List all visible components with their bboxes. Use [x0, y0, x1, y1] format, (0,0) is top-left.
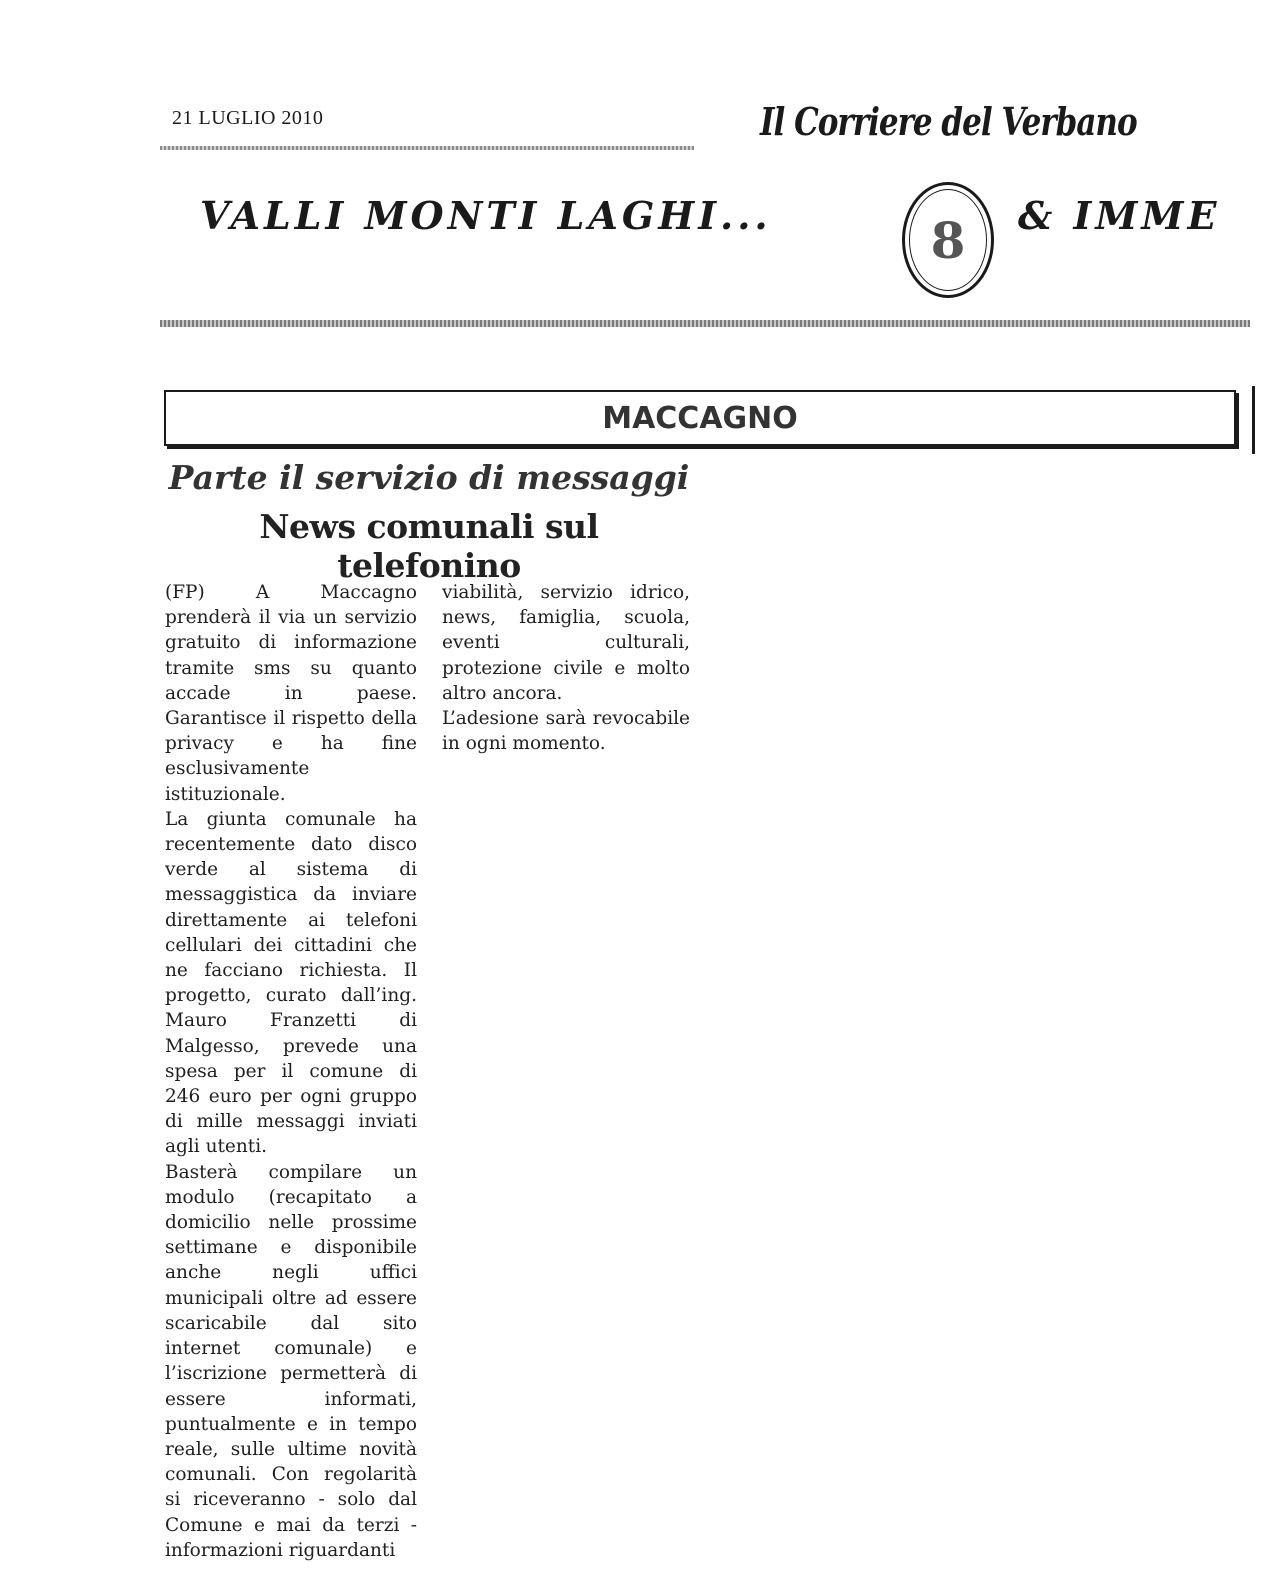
newspaper-masthead: Il Corriere del Verbano — [760, 100, 1137, 145]
paragraph: Basterà compilare un modulo (recapitato a domicilio nelle prossime settimane e disponibile anche negli uffici municipali oltre ad essere scaricabile dal sito internet comunale) e l’iscrizione permetterà di essere informati, puntualmente e in tempo reale, sulle ultime novità comunali. Con regolarità si riceveranno - solo dal Comune e mai da terzi - informazioni riguardanti — [165, 1161, 417, 1561]
page-number-badge — [902, 182, 994, 298]
section-title-left: VALLI MONTI LAGHI... — [200, 193, 772, 238]
paragraph: La giunta comunale ha recentemente dato disco verde al sistema di messaggistica da inviare direttamente ai telefoni cellulari dei cittadini che ne facciano richiesta. Il progetto, curato dall’ing. Mauro Franzetti di Malgesso, prevede una spesa per il comune di 246 euro per ogni gruppo di mille messaggi inviati agli utenti. — [165, 808, 417, 1158]
article-column-1 — [165, 580, 417, 1563]
section-rule — [160, 320, 1250, 327]
article-column-2 — [442, 580, 690, 756]
section-title-right: & IMME — [1018, 193, 1221, 238]
article-kicker: Parte il servizio di messaggi — [168, 458, 690, 497]
page-number: 8 — [930, 210, 966, 270]
paragraph: (FP) A Maccagno prenderà il via un servizio gratuito di informazione tramite sms su quanto accade in paese. Garantisce il rispetto della privacy e ha fine esclusivamente istituzionale. — [165, 582, 417, 805]
publication-date: 21 LUGLIO 2010 — [172, 107, 324, 129]
location-label: MACCAGNO — [602, 400, 798, 436]
article-headline: News comunali sul telefonino — [259, 507, 599, 585]
paragraph: viabilità, servizio idrico, news, famiglia, scuola, eventi culturali, protezione civile e molto altro ancora. — [442, 582, 690, 704]
paragraph: L’adesione sarà revocabile in ogni momento. — [442, 708, 690, 755]
header-rule — [160, 146, 694, 150]
location-banner — [164, 390, 1236, 446]
banner-side-rule — [1252, 386, 1255, 454]
